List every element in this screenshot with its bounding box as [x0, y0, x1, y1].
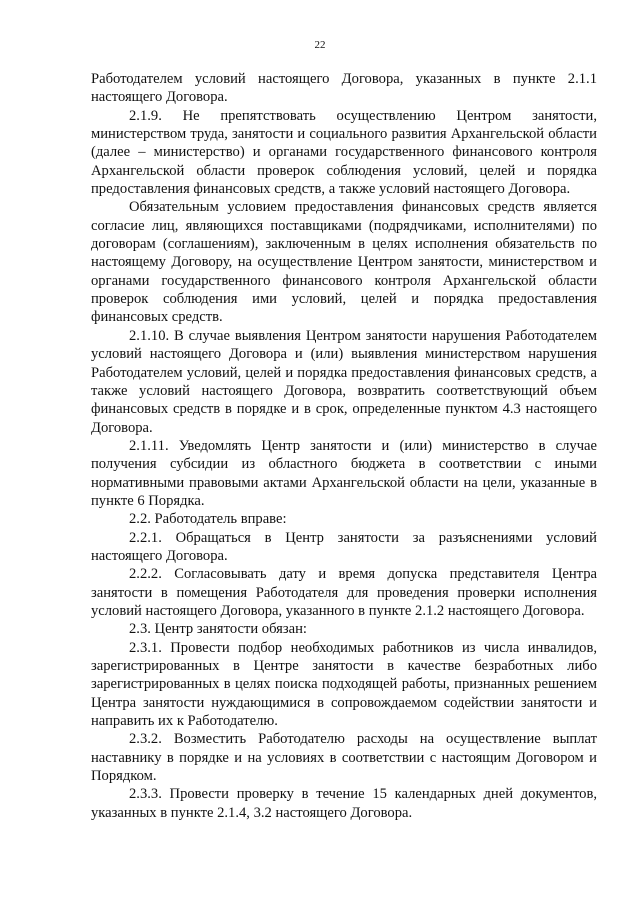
paragraph-2-2-2: 2.2.2. Согласовывать дату и время допуска представителя Центра занятости в помещения Работодателя для проведения проверки исполнения условий настоящего Договора, указанного в пункте 2.1.2 настоящего Договора. — [91, 566, 597, 619]
paragraph-2-3: 2.3. Центр занятости обязан: — [129, 621, 307, 638]
paragraph-2-3-3: 2.3.3. Провести проверку в течение 15 календарных дней документов, указанных в пункте 2.1.4, 3.2 настоящего Договора. — [91, 786, 597, 821]
paragraph-2-2: 2.2. Работодатель вправе: — [129, 511, 287, 528]
paragraph-2-3-2: 2.3.2. Возместить Работодателю расходы на осуществление выплат наставнику в порядке и на условиях в соответствии с настоящим Договором и Порядком. — [91, 731, 597, 785]
page-number: 22 — [314, 39, 326, 51]
paragraph-2-1-11: 2.1.11. Уведомлять Центр занятости и (или) министерство в случае получения субсидии из областного бюджета в соответствии с иными нормативными правовыми актами Архангельской области на цели, указанные в пункте 6 Порядка. — [91, 437, 597, 509]
paragraph-mandatory-condition: Обязательным условием предоставления финансовых средств является согласие лиц, являющихся поставщиками (подрядчиками, исполнителями) по договорам (соглашениям), заключенным в целях исполнения обязательств по настоящему Договору, на осуществление Центром занятости, министерством и органами государственного финансового контроля Архангельской области проверок соблюдения ими условий, целей и порядка предоставления финансовых средств. — [91, 199, 597, 326]
paragraph-2-1-9: 2.1.9. Не препятствовать осуществлению Центром занятости, министерством труда, занятости и социального развития Архангельской области (далее – министерство) и органами государственного финансового контроля Архангельской области проверок соблюдения условий, целей и порядка предоставления финансовых средств, а также условий настоящего Договора. — [91, 107, 597, 198]
paragraph-2-3-1: 2.3.1. Провести подбор необходимых работников из числа инвалидов, зарегистрированных в Центре занятости в качестве безработных либо зарегистрированных в целях поиска подходящей работы, признанных решением Центра занятости нуждающимися в сопровождаемом содействии занятости и направить их к Работодателю. — [91, 639, 597, 730]
paragraph-2-2-1: 2.2.1. Обращаться в Центр занятости за разъяснениями условий настоящего Договора. — [91, 529, 597, 564]
paragraph-2-1-10: 2.1.10. В случае выявления Центром занятости нарушения Работодателем условий настоящего Договора и (или) выявления министерством нарушения Работодателем условий, целей и порядка предоставления финансовых средств, а также условий настоящего Договора, возвратить соответствующий объем финансовых средств в порядке и в срок, определенные пунктом 4.3 настоящего Договора. — [91, 327, 597, 436]
paragraph-continuation: Работодателем условий настоящего Договора, указанных в пункте 2.1.1 настоящего Договора. — [91, 71, 597, 106]
body-text — [91, 70, 597, 822]
